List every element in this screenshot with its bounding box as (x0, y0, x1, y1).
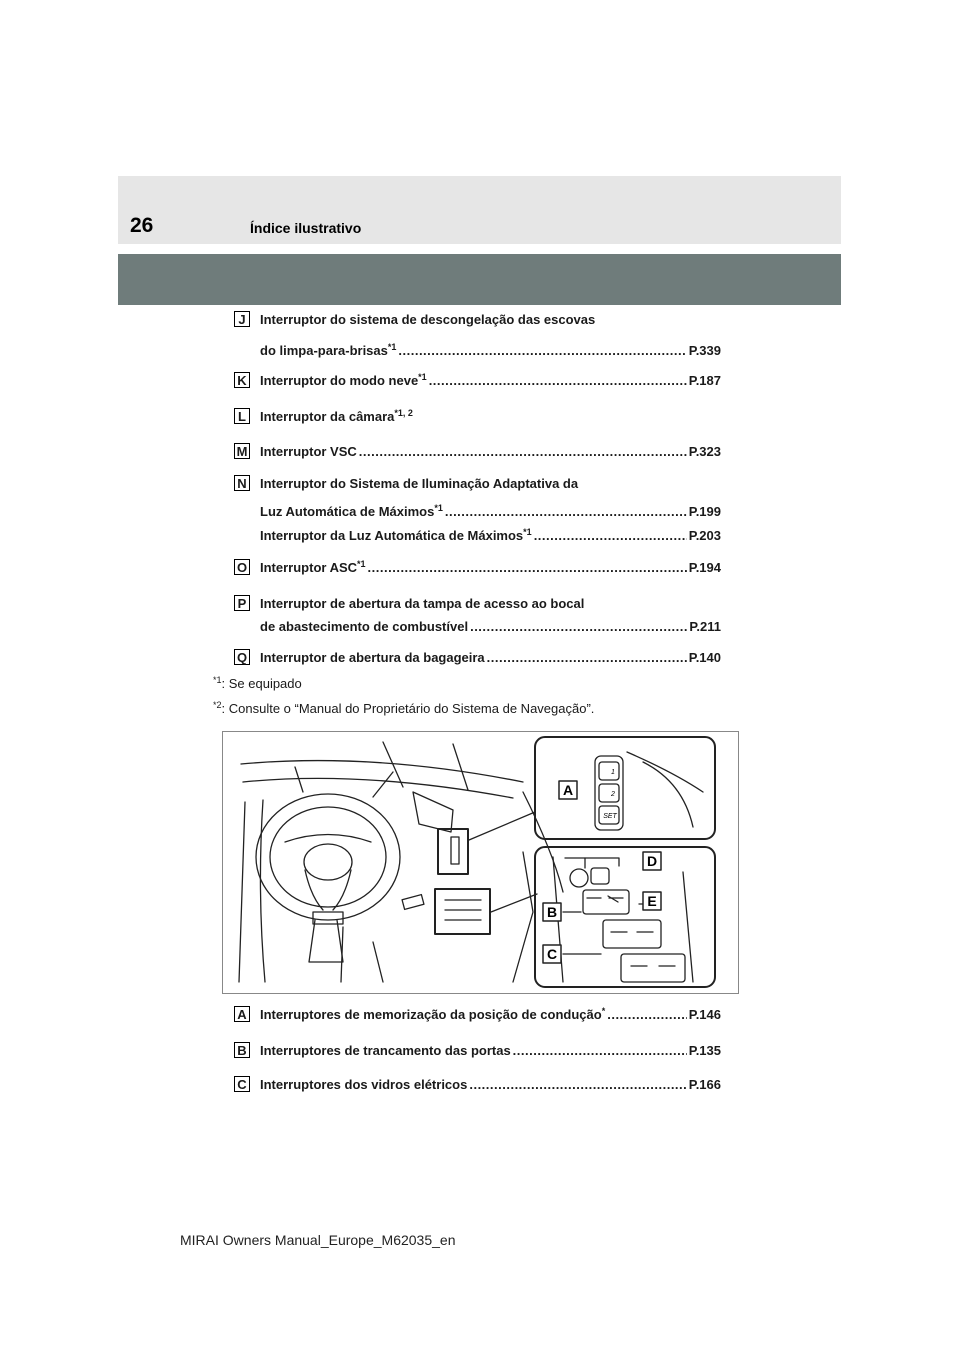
leader-dots (368, 559, 687, 576)
leader-dots (487, 649, 687, 666)
key-label: J (234, 311, 250, 327)
entry-line (260, 649, 721, 666)
footnote-mark: *1 (357, 559, 366, 569)
entry-text: Luz Automática de Máximos (260, 504, 435, 519)
page-ref-link[interactable]: P.187 (688, 373, 721, 388)
entry-line (260, 1006, 721, 1023)
section-band (118, 254, 841, 305)
page-header (118, 176, 841, 244)
entry-line (260, 503, 721, 520)
footnote-mark: *1 (213, 675, 222, 685)
entry-text: Interruptor ASC (260, 560, 358, 575)
page-ref-link[interactable]: P.166 (688, 1077, 721, 1092)
entry-line (260, 311, 721, 328)
footnote-mark: *1, 2 (394, 408, 413, 418)
footnote-text: : Se equipado (221, 676, 302, 691)
leader-dots (445, 503, 687, 520)
footnote-mark: *1 (523, 527, 532, 537)
entry-text: Interruptores dos vidros elétricos (260, 1077, 468, 1092)
callout-c: C (546, 946, 558, 962)
footnote-mark: *2 (213, 700, 222, 710)
set-button-label: SET (603, 813, 617, 820)
dashboard-illustration (222, 731, 739, 994)
callout-d: D (646, 853, 658, 869)
page-ref-link[interactable]: P.146 (688, 1007, 721, 1022)
page-ref-link[interactable]: P.323 (688, 444, 721, 459)
entry-text: Interruptor do sistema de descongelação das escovas (260, 312, 596, 327)
callout-e: E (647, 893, 657, 909)
leader-dots (398, 342, 686, 359)
page-ref-link[interactable]: P.135 (688, 1043, 721, 1058)
entry-text: Interruptor da Luz Automática de Máximos (260, 528, 524, 543)
entry-line (260, 595, 721, 612)
leader-dots (469, 1076, 686, 1093)
car-interior-drawing (223, 732, 738, 993)
entry-text: Interruptores de trancamento das portas (260, 1043, 511, 1058)
memory-button-1-label: 1 (611, 769, 615, 776)
entry-line (260, 559, 721, 576)
entry-text: Interruptor do modo neve (260, 373, 419, 388)
leader-dots (607, 1006, 686, 1023)
leader-dots (429, 372, 687, 389)
leader-dots (534, 527, 687, 544)
callout-b: B (546, 904, 558, 920)
key-label: B (234, 1042, 250, 1058)
leader-dots (359, 443, 687, 460)
page-ref-link[interactable]: P.203 (688, 528, 721, 543)
entry-text: do limpa-para-brisas (260, 343, 388, 358)
key-label: A (234, 1006, 250, 1022)
footnote-text: : Consulte o “Manual do Proprietário do Sistema de Navegação”. (221, 701, 595, 716)
entry-line (260, 372, 721, 389)
entry-line (260, 618, 721, 635)
key-label: M (234, 443, 250, 459)
entry-line (260, 342, 721, 359)
entry-line (260, 527, 721, 544)
entry-text: Interruptor da câmara (260, 409, 395, 424)
entry-text: Interruptor do Sistema de Iluminação Adaptativa da (260, 476, 579, 491)
key-label: C (234, 1076, 250, 1092)
key-label: N (234, 475, 250, 491)
page-ref-link[interactable]: P.140 (688, 650, 721, 665)
entry-text: Interruptor de abertura da bagageira (260, 650, 485, 665)
footnote-mark: *1 (387, 342, 397, 352)
page-title: Índice ilustrativo (250, 220, 362, 236)
key-label: L (234, 408, 250, 424)
page-ref-link[interactable]: P.194 (688, 560, 721, 575)
key-label: Q (234, 649, 250, 665)
entry-line (260, 475, 721, 492)
footnote-mark: * (601, 1006, 606, 1016)
key-label: K (234, 372, 250, 388)
leader-dots (470, 618, 687, 635)
key-label: P (234, 595, 250, 611)
entry-text: de abastecimento de combustível (260, 619, 469, 634)
entry-text: Interruptor de abertura da tampa de acesso ao bocal (260, 596, 585, 611)
entry-line (260, 408, 721, 425)
entry-text: Interruptores de memorização da posição de condução (260, 1007, 602, 1022)
leader-dots (513, 1042, 687, 1059)
entry-line (260, 1042, 721, 1059)
memory-button-2-label: 2 (611, 791, 615, 798)
page-ref-link[interactable]: P.199 (688, 504, 721, 519)
key-label: O (234, 559, 250, 575)
entry-text: Interruptor VSC (260, 444, 357, 459)
page-footer: MIRAI Owners Manual_Europe_M62035_en (180, 1232, 456, 1248)
callout-a: A (562, 782, 574, 798)
page-number: 26 (130, 214, 154, 237)
page-ref-link[interactable]: P.211 (689, 619, 721, 634)
page-ref-link[interactable]: P.339 (688, 343, 721, 358)
footnote-1 (213, 676, 302, 691)
footnote-2 (213, 701, 594, 716)
entry-line (260, 443, 721, 460)
footnote-mark: *1 (418, 372, 427, 382)
entry-line (260, 1076, 721, 1093)
footnote-mark: *1 (434, 503, 443, 513)
